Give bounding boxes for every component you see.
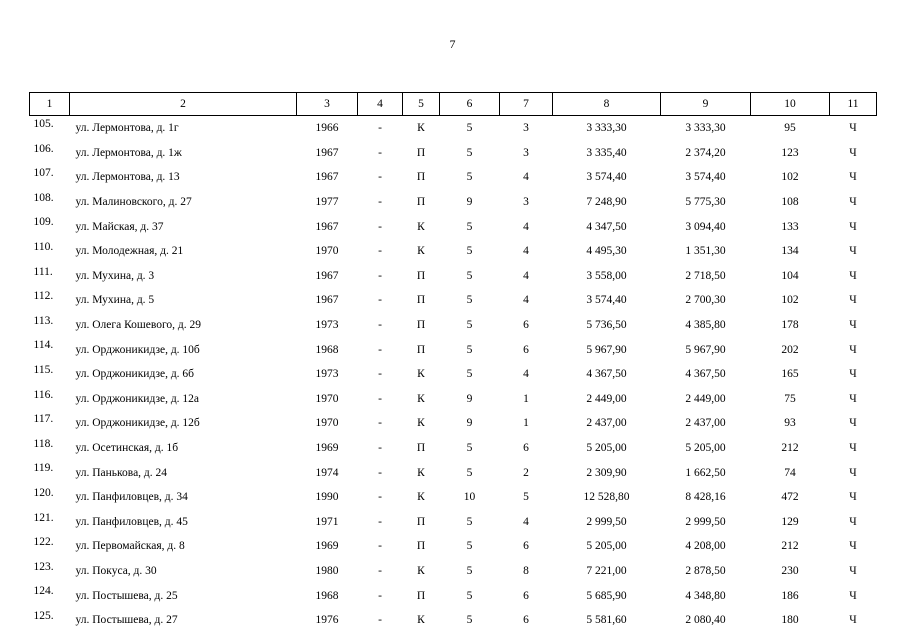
housing-table: [29, 92, 877, 632]
column-header-8: 8: [553, 93, 661, 116]
cell-wall-material: К: [417, 466, 425, 479]
table-row: [30, 583, 877, 608]
cell-entrances: 2: [523, 466, 529, 479]
cell-status: Ч: [849, 171, 857, 184]
cell-residents: 123: [781, 146, 799, 159]
table-row: [30, 485, 877, 510]
cell-col-4: -: [378, 245, 382, 258]
table-row: [30, 165, 877, 190]
cell-floors: 5: [466, 564, 473, 577]
cell-wall-material: П: [416, 294, 426, 307]
cell-entrances: 1: [523, 392, 529, 405]
cell-col-4: -: [378, 392, 382, 405]
cell-col-4: -: [378, 564, 382, 577]
cell-residents: 472: [781, 491, 799, 504]
cell-col-4: -: [378, 466, 382, 479]
cell-col-4: -: [378, 294, 382, 307]
cell-floors: 5: [466, 589, 473, 602]
cell-year-built: 1971: [315, 515, 339, 528]
cell-wall-material: К: [417, 417, 425, 430]
cell-row-number: 121.: [33, 511, 54, 524]
cell-living-area: 2 374,20: [685, 146, 726, 159]
cell-wall-material: К: [417, 220, 425, 233]
cell-wall-material: П: [416, 319, 426, 332]
cell-residents: 186: [781, 589, 799, 602]
cell-status: Ч: [849, 540, 857, 553]
cell-year-built: 1973: [315, 319, 339, 332]
cell-residents: 212: [781, 442, 799, 455]
cell-col-4: -: [378, 122, 382, 135]
cell-col-4: -: [378, 146, 382, 159]
cell-row-number: 117.: [33, 413, 54, 426]
column-header-5: 5: [403, 93, 440, 116]
cell-year-built: 1973: [315, 368, 339, 381]
cell-row-number: 115.: [33, 363, 54, 376]
cell-row-number: 110.: [33, 240, 54, 253]
cell-status: Ч: [849, 442, 857, 455]
column-header-11: 11: [830, 93, 877, 116]
cell-status: Ч: [849, 146, 857, 159]
cell-wall-material: К: [417, 614, 425, 627]
cell-year-built: 1967: [315, 220, 339, 233]
cell-total-area: 3 574,40: [586, 294, 627, 307]
cell-wall-material: П: [416, 196, 426, 209]
cell-floors: 5: [466, 442, 473, 455]
cell-status: Ч: [849, 343, 857, 356]
cell-year-built: 1967: [315, 171, 339, 184]
column-header-10: 10: [751, 93, 830, 116]
cell-residents: 102: [781, 294, 799, 307]
cell-floors: 5: [466, 368, 473, 381]
cell-status: Ч: [849, 122, 857, 135]
cell-living-area: 4 385,80: [685, 319, 726, 332]
page-number: 7: [449, 37, 456, 51]
cell-entrances: 6: [523, 540, 529, 553]
cell-address: ул. Молодежная, д. 21: [75, 245, 184, 258]
cell-living-area: 2 437,00: [685, 417, 726, 430]
table-row: [30, 411, 877, 436]
cell-address: ул. Олега Кошевого, д. 29: [75, 319, 202, 332]
cell-year-built: 1969: [315, 442, 339, 455]
cell-living-area: 5 775,30: [685, 196, 726, 209]
cell-entrances: 1: [523, 417, 529, 430]
cell-entrances: 8: [523, 564, 529, 577]
column-header-9: 9: [661, 93, 751, 116]
cell-residents: 108: [781, 196, 799, 209]
cell-living-area: 2 999,50: [685, 515, 726, 528]
cell-col-4: -: [378, 589, 382, 602]
cell-col-4: -: [378, 417, 382, 430]
cell-living-area: 4 208,00: [685, 540, 726, 553]
cell-address: ул. Мухина, д. 3: [75, 269, 155, 282]
cell-floors: 5: [466, 122, 473, 135]
cell-row-number: 106.: [33, 142, 54, 155]
cell-year-built: 1967: [315, 294, 339, 307]
cell-status: Ч: [849, 269, 857, 282]
cell-wall-material: П: [416, 589, 426, 602]
cell-wall-material: П: [416, 515, 426, 528]
cell-wall-material: П: [416, 540, 426, 553]
cell-entrances: 6: [523, 589, 529, 602]
table-row: [30, 460, 877, 485]
cell-row-number: 109.: [33, 216, 54, 229]
cell-residents: 104: [781, 269, 799, 282]
cell-total-area: 2 999,50: [586, 515, 627, 528]
column-header-7: 7: [500, 93, 553, 116]
cell-row-number: 125.: [33, 609, 54, 622]
cell-entrances: 4: [523, 245, 529, 258]
cell-year-built: 1970: [315, 392, 339, 405]
cell-year-built: 1976: [315, 614, 339, 627]
cell-entrances: 4: [523, 220, 529, 233]
cell-row-number: 113.: [33, 314, 54, 327]
cell-status: Ч: [849, 466, 857, 479]
cell-floors: 9: [466, 392, 473, 405]
cell-residents: 165: [781, 368, 799, 381]
cell-entrances: 5: [523, 491, 529, 504]
cell-floors: 5: [466, 515, 473, 528]
cell-living-area: 2 080,40: [685, 614, 726, 627]
cell-status: Ч: [849, 245, 857, 258]
cell-floors: 5: [466, 171, 473, 184]
cell-col-4: -: [378, 220, 382, 233]
cell-address: ул. Майская, д. 37: [75, 220, 164, 233]
cell-row-number: 105.: [33, 118, 54, 130]
cell-row-number: 120.: [33, 486, 54, 499]
table-row: [30, 313, 877, 338]
cell-year-built: 1967: [315, 269, 339, 282]
cell-living-area: 2 718,50: [685, 269, 726, 282]
cell-col-4: -: [378, 614, 382, 627]
cell-year-built: 1970: [315, 245, 339, 258]
table-row: [30, 141, 877, 166]
cell-address: ул. Панькова, д. 24: [75, 466, 168, 479]
cell-residents: 202: [781, 343, 799, 356]
column-header-1: 1: [30, 93, 70, 116]
cell-address: ул. Осетинская, д. 1б: [75, 442, 179, 455]
cell-total-area: 2 309,90: [586, 466, 627, 479]
cell-wall-material: П: [416, 146, 426, 159]
cell-floors: 5: [466, 294, 473, 307]
cell-total-area: 3 333,30: [586, 122, 627, 135]
cell-total-area: 5 205,00: [586, 442, 627, 455]
cell-total-area: 5 685,90: [586, 589, 627, 602]
cell-residents: 178: [781, 319, 799, 332]
table-row: [30, 264, 877, 289]
cell-wall-material: К: [417, 392, 425, 405]
cell-status: Ч: [849, 392, 857, 405]
cell-col-4: -: [378, 171, 382, 184]
cell-address: ул. Орджоникидзе, д. 12б: [75, 417, 200, 430]
cell-address: ул. Орджоникидзе, д. 6б: [75, 368, 195, 381]
table-row: [30, 362, 877, 387]
cell-year-built: 1967: [315, 146, 339, 159]
cell-floors: 9: [466, 417, 473, 430]
cell-row-number: 116.: [33, 388, 54, 401]
cell-total-area: 7 221,00: [586, 564, 627, 577]
table-row: [30, 559, 877, 584]
cell-address: ул. Мухина, д. 5: [75, 294, 155, 307]
cell-address: ул. Лермонтова, д. 1ж: [75, 146, 182, 159]
cell-address: ул. Постышева, д. 25: [75, 589, 178, 602]
cell-address: ул. Орджоникидзе, д. 10б: [75, 343, 200, 356]
cell-year-built: 1969: [315, 540, 339, 553]
cell-status: Ч: [849, 564, 857, 577]
cell-year-built: 1968: [315, 589, 339, 602]
cell-wall-material: П: [416, 442, 426, 455]
cell-floors: 9: [466, 196, 473, 209]
cell-wall-material: П: [416, 343, 426, 356]
cell-status: Ч: [849, 614, 857, 627]
cell-address: ул. Малиновского, д. 27: [75, 196, 192, 209]
table-row: [30, 337, 877, 362]
cell-col-4: -: [378, 368, 382, 381]
table-row: [30, 387, 877, 412]
cell-wall-material: П: [416, 269, 426, 282]
cell-status: Ч: [849, 294, 857, 307]
cell-address: ул. Панфиловцев, д. 45: [75, 515, 188, 528]
cell-year-built: 1990: [315, 491, 339, 504]
cell-status: Ч: [849, 220, 857, 233]
cell-entrances: 4: [523, 368, 529, 381]
column-header-3: 3: [297, 93, 358, 116]
cell-residents: 102: [781, 171, 799, 184]
cell-living-area: 1 662,50: [685, 466, 726, 479]
table-body: [30, 116, 877, 633]
cell-living-area: 4 348,80: [685, 589, 726, 602]
cell-entrances: 6: [523, 343, 529, 356]
cell-floors: 5: [466, 343, 473, 356]
cell-year-built: 1980: [315, 564, 339, 577]
column-header-2: 2: [70, 93, 297, 116]
cell-row-number: 107.: [33, 167, 54, 180]
cell-residents: 129: [781, 515, 799, 528]
cell-living-area: 4 367,50: [685, 368, 726, 381]
column-header-6: 6: [440, 93, 500, 116]
cell-total-area: 3 558,00: [586, 269, 627, 282]
cell-living-area: 1 351,30: [685, 245, 726, 258]
table-row: [30, 534, 877, 559]
cell-col-4: -: [378, 269, 382, 282]
cell-total-area: 5 581,60: [586, 614, 627, 627]
cell-residents: 134: [781, 245, 799, 258]
cell-wall-material: К: [417, 245, 425, 258]
cell-year-built: 1974: [315, 466, 339, 479]
cell-living-area: 2 449,00: [685, 392, 726, 405]
cell-living-area: 2 700,30: [685, 294, 726, 307]
cell-entrances: 4: [523, 515, 529, 528]
cell-row-number: 119.: [33, 462, 54, 475]
cell-floors: 5: [466, 466, 473, 479]
cell-status: Ч: [849, 491, 857, 504]
cell-row-number: 111.: [33, 265, 53, 278]
cell-living-area: 5 967,90: [685, 343, 726, 356]
cell-col-4: -: [378, 491, 382, 504]
cell-row-number: 122.: [33, 536, 54, 549]
cell-status: Ч: [849, 368, 857, 381]
cell-status: Ч: [849, 196, 857, 209]
cell-residents: 180: [781, 614, 799, 627]
cell-floors: 10: [463, 491, 476, 504]
cell-residents: 212: [781, 540, 799, 553]
table-row: [30, 116, 877, 141]
cell-wall-material: П: [416, 171, 426, 184]
cell-entrances: 6: [523, 614, 529, 627]
cell-residents: 93: [784, 417, 796, 430]
cell-total-area: 4 347,50: [586, 220, 627, 233]
table-row: [30, 436, 877, 461]
cell-entrances: 4: [523, 294, 529, 307]
cell-living-area: 2 878,50: [685, 564, 726, 577]
cell-residents: 133: [781, 220, 799, 233]
cell-col-4: -: [378, 343, 382, 356]
cell-total-area: 5 967,90: [586, 343, 627, 356]
cell-total-area: 3 335,40: [586, 146, 627, 159]
cell-year-built: 1977: [315, 196, 339, 209]
cell-floors: 5: [466, 269, 473, 282]
table-row: [30, 510, 877, 535]
cell-entrances: 4: [523, 269, 529, 282]
table-row: [30, 190, 877, 215]
cell-total-area: 2 449,00: [586, 392, 627, 405]
cell-total-area: 5 205,00: [586, 540, 627, 553]
cell-floors: 5: [466, 614, 473, 627]
cell-year-built: 1966: [315, 122, 339, 135]
cell-wall-material: К: [417, 564, 425, 577]
cell-row-number: 112.: [33, 290, 54, 303]
cell-residents: 230: [781, 564, 799, 577]
cell-total-area: 5 736,50: [586, 319, 627, 332]
cell-residents: 74: [784, 466, 796, 479]
cell-entrances: 3: [523, 146, 529, 159]
cell-status: Ч: [849, 515, 857, 528]
cell-entrances: 6: [523, 442, 529, 455]
cell-wall-material: К: [417, 122, 425, 135]
cell-address: ул. Орджоникидзе, д. 12а: [75, 392, 200, 405]
cell-wall-material: К: [417, 368, 425, 381]
cell-total-area: 2 437,00: [586, 417, 627, 430]
cell-total-area: 3 574,40: [586, 171, 627, 184]
cell-entrances: 6: [523, 319, 529, 332]
cell-col-4: -: [378, 319, 382, 332]
table-row: [30, 288, 877, 313]
cell-address: ул. Лермонтова, д. 1г: [75, 122, 179, 135]
cell-col-4: -: [378, 540, 382, 553]
table-row: [30, 214, 877, 239]
table-row: [30, 239, 877, 264]
cell-year-built: 1968: [315, 343, 339, 356]
cell-floors: 5: [466, 319, 473, 332]
cell-address: ул. Постышева, д. 27: [75, 614, 178, 627]
header-row: [30, 93, 877, 116]
cell-living-area: 8 428,16: [685, 491, 726, 504]
cell-entrances: 3: [523, 122, 529, 135]
cell-year-built: 1970: [315, 417, 339, 430]
table-row: [30, 608, 877, 633]
cell-living-area: 3 094,40: [685, 220, 726, 233]
cell-status: Ч: [849, 417, 857, 430]
cell-row-number: 118.: [33, 437, 54, 450]
cell-floors: 5: [466, 540, 473, 553]
cell-total-area: 4 367,50: [586, 368, 627, 381]
cell-total-area: 12 528,80: [583, 491, 630, 504]
cell-living-area: 3 333,30: [685, 122, 726, 135]
cell-col-4: -: [378, 515, 382, 528]
cell-wall-material: К: [417, 491, 425, 504]
cell-col-4: -: [378, 442, 382, 455]
cell-status: Ч: [849, 589, 857, 602]
cell-floors: 5: [466, 146, 473, 159]
cell-entrances: 3: [523, 196, 529, 209]
cell-col-4: -: [378, 196, 382, 209]
cell-total-area: 7 248,90: [586, 196, 627, 209]
cell-address: ул. Панфиловцев, д. 34: [75, 491, 188, 504]
cell-address: ул. Первомайская, д. 8: [75, 540, 185, 553]
cell-floors: 5: [466, 220, 473, 233]
cell-row-number: 124.: [33, 585, 54, 598]
column-header-4: 4: [358, 93, 403, 116]
cell-living-area: 5 205,00: [685, 442, 726, 455]
cell-living-area: 3 574,40: [685, 171, 726, 184]
cell-residents: 95: [784, 122, 796, 135]
cell-address: ул. Лермонтова, д. 13: [75, 171, 180, 184]
cell-status: Ч: [849, 319, 857, 332]
cell-total-area: 4 495,30: [586, 245, 627, 258]
cell-row-number: 108.: [33, 191, 54, 204]
cell-residents: 75: [784, 392, 796, 405]
cell-row-number: 114.: [33, 339, 54, 352]
cell-floors: 5: [466, 245, 473, 258]
cell-entrances: 4: [523, 171, 529, 184]
cell-row-number: 123.: [33, 560, 54, 573]
cell-address: ул. Покуса, д. 30: [75, 564, 157, 577]
table-header: [30, 93, 877, 116]
